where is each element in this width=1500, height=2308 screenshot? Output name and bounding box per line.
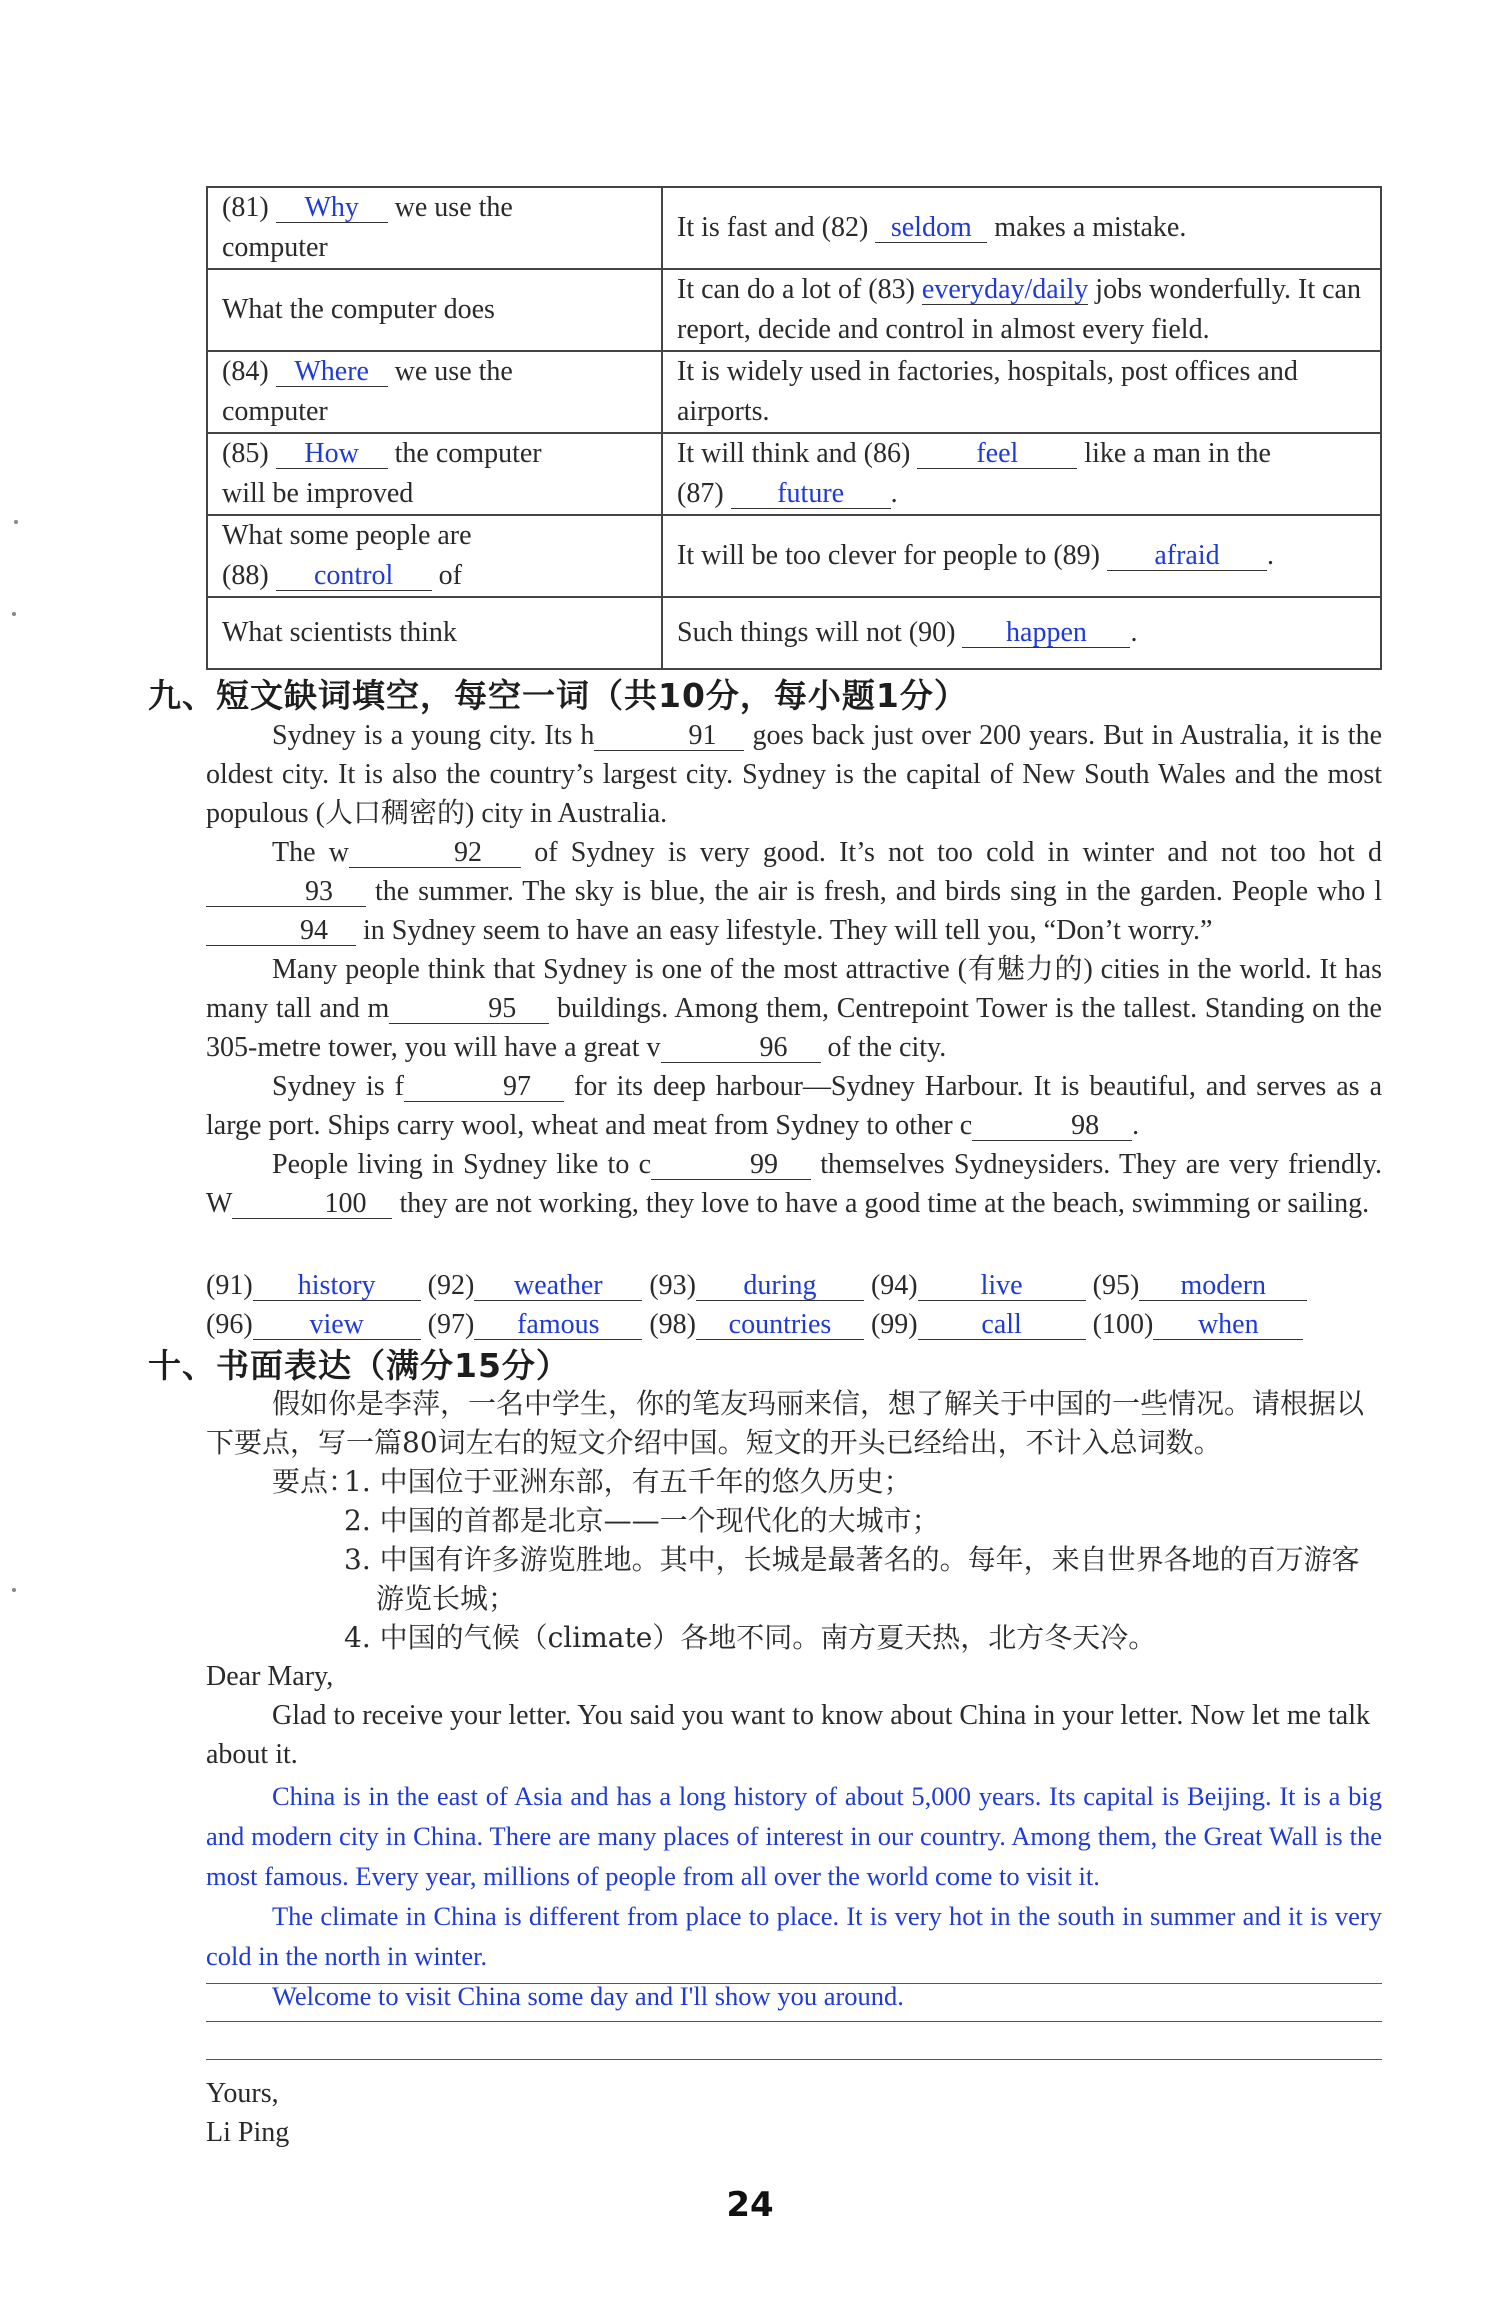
writing-line xyxy=(206,2059,1382,2060)
passage-text: goes back just over 200 years. But in Australia, it is the oldest city. It is also the country’s largest city. Sydney is the capital of New South Wales and the most populous (人口稠密的) city in Australia. xyxy=(206,720,1382,829)
point-item: 3. 中国有许多游览胜地。其中，长城是最著名的。每年，来自世界各地的百万游客 xyxy=(344,1543,1360,1576)
answer-number: (93) xyxy=(649,1270,696,1301)
cell-text: we use the xyxy=(394,192,513,223)
task-intro: 假如你是李萍，一名中学生，你的笔友玛丽来信，想了解关于中国的一些情况。请根据以 xyxy=(272,1387,1365,1420)
points-label: 要点： xyxy=(272,1465,357,1498)
cell-text: It is widely used in factories, hospitals, post offices and airports. xyxy=(677,356,1298,427)
closing: Yours, xyxy=(206,2078,279,2109)
blank-number: (88) xyxy=(222,560,269,591)
task-intro: 下要点，写一篇80词左右的短文介绍中国。短文的开头已经给出，不计入总词数。 xyxy=(206,1426,1222,1459)
scan-speck xyxy=(12,612,16,616)
answer-row-1 xyxy=(206,1266,1382,1305)
cell-text: Such things will not (90) xyxy=(677,617,956,648)
section-9-heading: 九、短文缺词填空，每空一词（共10分，每小题1分） xyxy=(148,676,968,715)
answer-93: during xyxy=(696,1271,864,1301)
answer-number: (94) xyxy=(870,1270,918,1301)
paragraph xyxy=(206,1145,1382,1223)
passage-text: People living in Sydney like to c xyxy=(272,1149,651,1180)
cell-text: of xyxy=(438,560,462,591)
answer-91: history xyxy=(253,1271,421,1301)
passage-text: Sydney is a young city. Its h xyxy=(272,720,595,751)
cell-text: It is fast and (82) xyxy=(677,212,869,243)
writing-line xyxy=(206,2021,1382,2022)
passage-text: of Sydney is very good. It’s not too cold in winter and not too hot d xyxy=(534,837,1382,868)
cell-text: computer xyxy=(222,396,328,427)
paragraph xyxy=(206,716,1382,833)
section-10-heading: 十、书面表达（满分15分） xyxy=(148,1346,570,1385)
cell-text: like a man in the xyxy=(1084,438,1271,469)
passage-text: the summer. The sky is blue, the air is fresh, and birds sing in the garden. People who l xyxy=(374,876,1383,907)
paragraph xyxy=(206,833,1382,950)
answer-82: seldom xyxy=(875,213,987,243)
table-row xyxy=(207,433,1381,515)
passage-text: . xyxy=(1132,1110,1140,1141)
answer-87: future xyxy=(731,479,891,509)
passage-text: of the city. xyxy=(827,1032,947,1063)
signature: Li Ping xyxy=(206,2117,290,2148)
table-row xyxy=(207,597,1381,669)
answer-99: call xyxy=(918,1310,1086,1340)
table-cell-right: It will think and (86) feel like a man in the (87) future . xyxy=(662,433,1381,515)
answer-92: weather xyxy=(474,1271,642,1301)
answer-84: Where xyxy=(276,357,388,387)
cell-text: we use the xyxy=(394,356,513,387)
blank-number: (85) xyxy=(222,438,269,469)
blank-92: 92 xyxy=(349,838,521,868)
blank-number: (87) xyxy=(677,478,724,509)
passage-text: themselves Sydneysiders. They are very friendly. W xyxy=(206,1149,1382,1219)
answer-100: when xyxy=(1153,1310,1303,1340)
passage-text: The w xyxy=(272,837,349,868)
blank-95: 95 xyxy=(389,994,549,1024)
comprehension-table xyxy=(206,186,1382,670)
essay-paragraph: China is in the east of Asia and has a long history of about 5,000 years. Its capital is Beijing. It is a big and modern city in China. There are many places of interest in our country. Among them, the Great Wall is the most famous. Every year, millions of people from all over the world come to visit it. xyxy=(206,1781,1382,1891)
blank-93: 93 xyxy=(206,877,366,907)
table-cell-right xyxy=(662,187,1381,269)
cell-text: It will think and (86) xyxy=(677,438,911,469)
cell-text: It will be too clever for people to (89) xyxy=(677,540,1100,571)
blank-99: 99 xyxy=(651,1150,811,1180)
essay-answer xyxy=(206,1776,1382,2016)
answer-88: control xyxy=(276,561,432,591)
paragraph xyxy=(206,950,1382,1067)
answer-89: afraid xyxy=(1107,541,1267,571)
cell-text: What scientists think xyxy=(222,617,457,648)
blank-number: (81) xyxy=(222,192,269,223)
answer-81: Why xyxy=(276,193,388,223)
cell-text: jobs wonderfully. It can report, decide and control in almost every field. xyxy=(677,274,1361,345)
blank-96: 96 xyxy=(661,1033,821,1063)
passage-text: Many people think that Sydney is one of the most attractive (有魅力的) cities in the world. It has many tall and m xyxy=(206,954,1382,1024)
answer-86: feel xyxy=(917,439,1077,469)
table-cell-right xyxy=(662,351,1381,433)
table-cell-left xyxy=(207,269,662,351)
answer-number: (91) xyxy=(206,1270,253,1301)
answer-85: How xyxy=(276,439,388,469)
answer-95: modern xyxy=(1139,1271,1307,1301)
blank-98: 98 xyxy=(972,1111,1132,1141)
blank-number: (84) xyxy=(222,356,269,387)
table-cell-left xyxy=(207,597,662,669)
table-cell-left xyxy=(207,515,662,597)
cell-text: makes a mistake. xyxy=(994,212,1187,243)
blank-91: 91 xyxy=(594,721,744,751)
scan-speck xyxy=(14,520,18,524)
answer-number: (95) xyxy=(1092,1270,1140,1301)
answer-98: countries xyxy=(696,1310,864,1340)
passage-text: buildings. Among them, Centrepoint Tower is the tallest. Standing on the 305-metre tower, you will have a great v xyxy=(206,993,1382,1063)
answer-row-2 xyxy=(206,1305,1382,1344)
salutation: Dear Mary, xyxy=(206,1661,334,1692)
passage-text: in Sydney seem to have an easy lifestyle. They will tell you, “Don’t worry.” xyxy=(363,915,1213,946)
answer-94: live xyxy=(918,1271,1086,1301)
passage-text: they are not working, they love to have a good time at the beach, swimming or sailing. xyxy=(399,1188,1370,1219)
table-row xyxy=(207,515,1381,597)
paragraph xyxy=(206,1067,1382,1145)
page-number: 24 xyxy=(726,2185,774,2225)
answer-number: (98) xyxy=(649,1309,696,1340)
cell-text: computer xyxy=(222,232,328,263)
blank-97: 97 xyxy=(404,1072,564,1102)
letter-opening: Glad to receive your letter. You said you want to know about China in your letter. Now let me talk about it. xyxy=(206,1700,1371,1770)
table-cell-left xyxy=(207,187,662,269)
table-row xyxy=(207,187,1381,269)
point-item: 4. 中国的气候（climate）各地不同。南方夏天热，北方冬天冷。 xyxy=(344,1621,1157,1654)
essay-paragraph: Welcome to visit China some day and I'll show you around. xyxy=(272,1981,904,2011)
point-item: 1. 中国位于亚洲东部，有五千年的悠久历史； xyxy=(344,1465,912,1498)
table-cell-left xyxy=(207,351,662,433)
cell-text: will be improved xyxy=(222,478,414,509)
blank-94: 94 xyxy=(206,916,356,946)
answer-96: view xyxy=(253,1310,421,1340)
table-cell-right xyxy=(662,269,1381,351)
passage-text: for its deep harbour—Sydney Harbour. It is beautiful, and serves as a large port. Ships carry wool, wheat and meat from Sydney to other c xyxy=(206,1071,1382,1141)
answer-97: famous xyxy=(474,1310,642,1340)
answer-number: (99) xyxy=(870,1309,918,1340)
blank-100: 100 xyxy=(232,1189,392,1219)
cell-text: What the computer does xyxy=(222,294,495,325)
scan-speck xyxy=(12,1588,16,1592)
table-row xyxy=(207,351,1381,433)
table-row xyxy=(207,269,1381,351)
table-cell-left xyxy=(207,433,662,515)
answer-number: (96) xyxy=(206,1309,253,1340)
table-cell-right: It will be too clever for people to (89) afraid . xyxy=(662,515,1381,597)
answer-number: (97) xyxy=(427,1309,475,1340)
answer-90: happen xyxy=(962,618,1130,648)
cell-text: the computer xyxy=(394,438,542,469)
answer-number: (100) xyxy=(1092,1309,1154,1340)
cell-text: It can do a lot of (83) xyxy=(677,274,915,305)
table-cell-right: Such things will not (90) happen . xyxy=(662,597,1381,669)
cell-text: What some people are xyxy=(222,520,472,551)
cloze-passage xyxy=(206,716,1382,1223)
point-item: 2. 中国的首都是北京——一个现代化的大城市； xyxy=(344,1504,940,1537)
answer-83: everyday/daily xyxy=(921,274,1089,305)
essay-paragraph: The climate in China is different from place to place. It is very hot in the south in summer and it is very cold in the north in winter. xyxy=(206,1901,1382,1971)
passage-text: Sydney is f xyxy=(272,1071,404,1102)
answer-number: (92) xyxy=(427,1270,475,1301)
point-item: 游览长城； xyxy=(376,1582,517,1615)
